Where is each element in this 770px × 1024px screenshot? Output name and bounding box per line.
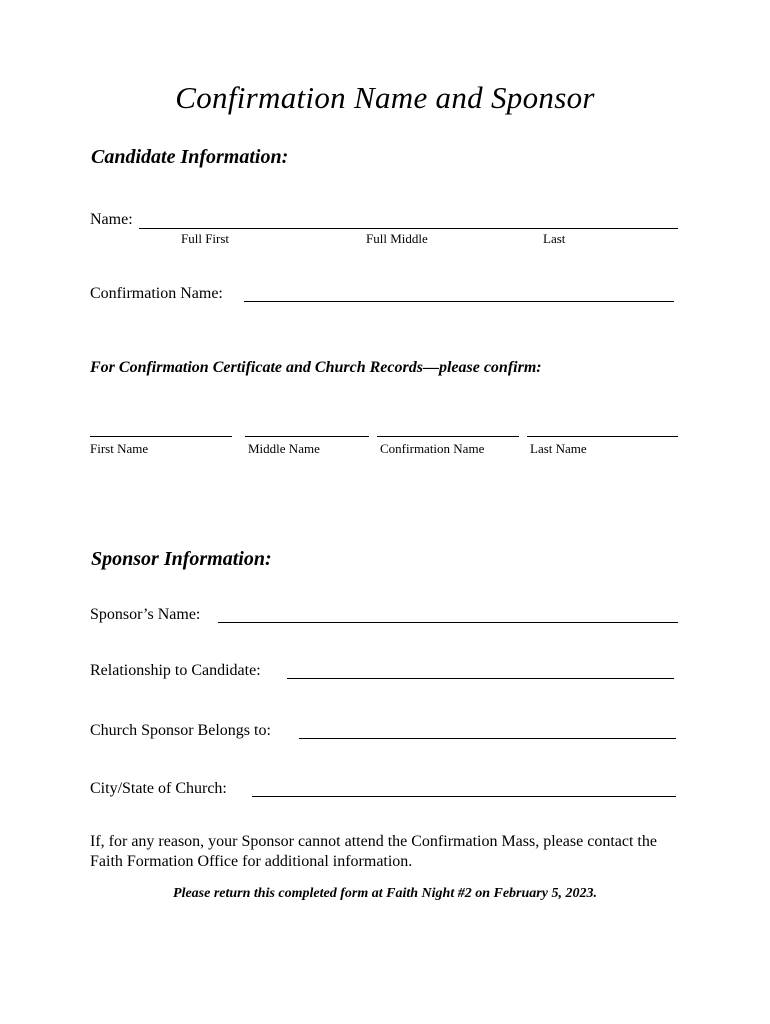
church-field[interactable] (299, 738, 676, 739)
name-sublabel-middle: Full Middle (366, 231, 428, 246)
record-first-name-label: First Name (90, 441, 149, 456)
city-state-label: City/State of Church: (90, 780, 227, 797)
relationship-field[interactable] (287, 678, 674, 679)
sponsor-name-label: Sponsor’s Name: (90, 606, 201, 623)
certificate-note: For Confirmation Certificate and Church Records—please confirm: (90, 359, 542, 376)
sponsor-name-field[interactable] (218, 622, 678, 623)
record-last-name-field[interactable] (527, 436, 678, 437)
record-first-name-field[interactable] (90, 436, 232, 437)
form-title: Confirmation Name and Sponsor (175, 80, 595, 115)
name-label: Name: (90, 211, 133, 228)
record-confirmation-name-label: Confirmation Name (380, 441, 485, 456)
record-last-name-label: Last Name (530, 441, 587, 456)
candidate-section-heading: Candidate Information: (91, 146, 289, 168)
name-sublabel-last: Last (543, 231, 566, 246)
return-instructions: Please return this completed form at Faith Night #2 on February 5, 2023. (173, 886, 597, 901)
relationship-label: Relationship to Candidate: (90, 662, 261, 679)
name-sublabel-first: Full First (181, 231, 230, 246)
sponsor-section-heading: Sponsor Information: (91, 548, 272, 570)
name-field[interactable] (139, 228, 678, 229)
church-label: Church Sponsor Belongs to: (90, 722, 271, 739)
confirmation-name-field[interactable] (244, 301, 674, 302)
city-state-field[interactable] (252, 796, 676, 797)
sponsor-notice: If, for any reason, your Sponsor cannot attend the Confirmation Mass, please contact the Faith Formation Office for additional information. (90, 833, 657, 870)
record-middle-name-field[interactable] (245, 436, 369, 437)
record-middle-name-label: Middle Name (248, 441, 320, 456)
record-confirmation-name-field[interactable] (377, 436, 519, 437)
confirmation-name-label: Confirmation Name: (90, 285, 223, 302)
